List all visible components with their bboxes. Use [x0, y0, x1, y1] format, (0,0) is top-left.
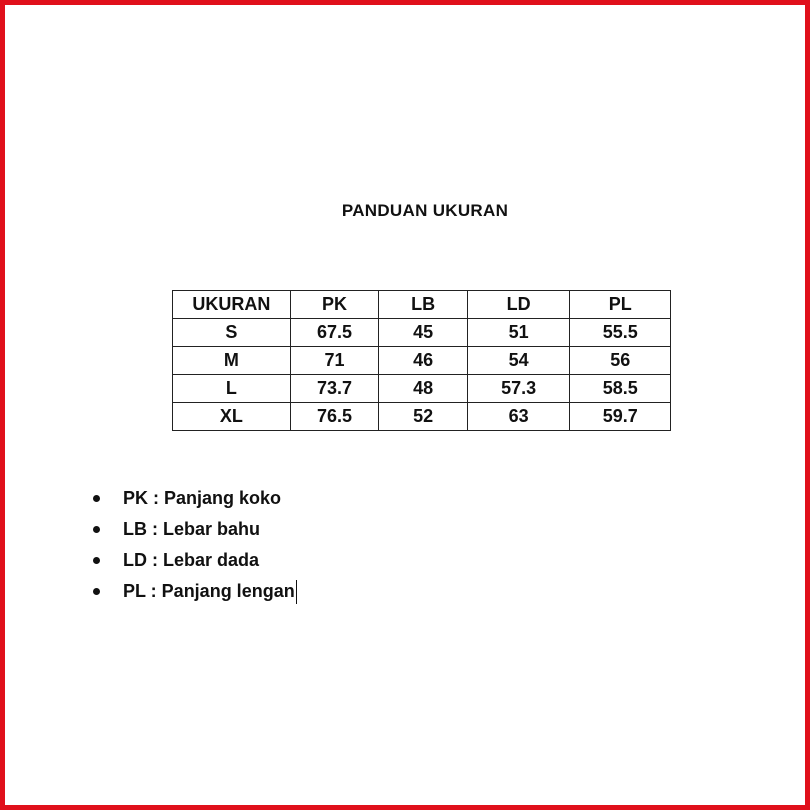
table-cell: 59.7	[570, 403, 671, 431]
table-cell: 56	[570, 347, 671, 375]
column-header-ld: LD	[467, 291, 570, 319]
table-cell: 55.5	[570, 319, 671, 347]
list-item	[87, 514, 297, 545]
table-cell: 58.5	[570, 375, 671, 403]
table-row	[173, 347, 671, 375]
table-cell: 57.3	[467, 375, 570, 403]
table-cell: 67.5	[290, 319, 379, 347]
column-header-pl: PL	[570, 291, 671, 319]
table-cell: 63	[467, 403, 570, 431]
bullet-icon	[93, 495, 100, 502]
table-cell: L	[173, 375, 291, 403]
legend-text: PK : Panjang koko	[123, 488, 282, 508]
legend-text: LD : Lebar dada	[123, 550, 260, 570]
list-item	[87, 483, 297, 514]
column-header-ukuran: UKURAN	[173, 291, 291, 319]
size-table	[172, 290, 671, 431]
table-cell: XL	[173, 403, 291, 431]
text-cursor	[296, 580, 297, 604]
column-header-pk: PK	[290, 291, 379, 319]
legend-list	[87, 483, 297, 607]
list-item	[87, 576, 297, 607]
table-row	[173, 319, 671, 347]
table-cell: S	[173, 319, 291, 347]
table-cell: 73.7	[290, 375, 379, 403]
table-cell: 54	[467, 347, 570, 375]
bullet-icon	[93, 557, 100, 564]
table-cell: 51	[467, 319, 570, 347]
table-row	[173, 403, 671, 431]
list-item	[87, 545, 297, 576]
table-header-row	[173, 291, 671, 319]
table-cell: 52	[379, 403, 468, 431]
column-header-lb: LB	[379, 291, 468, 319]
bullet-icon	[93, 526, 100, 533]
legend-text: LB : Lebar bahu	[123, 519, 261, 539]
table-cell: 48	[379, 375, 468, 403]
legend-text: PL : Panjang lengan	[123, 581, 295, 601]
bullet-icon	[93, 588, 100, 595]
table-cell: M	[173, 347, 291, 375]
table-row	[173, 375, 671, 403]
page-title: PANDUAN UKURAN	[341, 201, 509, 220]
table-cell: 45	[379, 319, 468, 347]
table-cell: 46	[379, 347, 468, 375]
table-cell: 76.5	[290, 403, 379, 431]
table-cell: 71	[290, 347, 379, 375]
